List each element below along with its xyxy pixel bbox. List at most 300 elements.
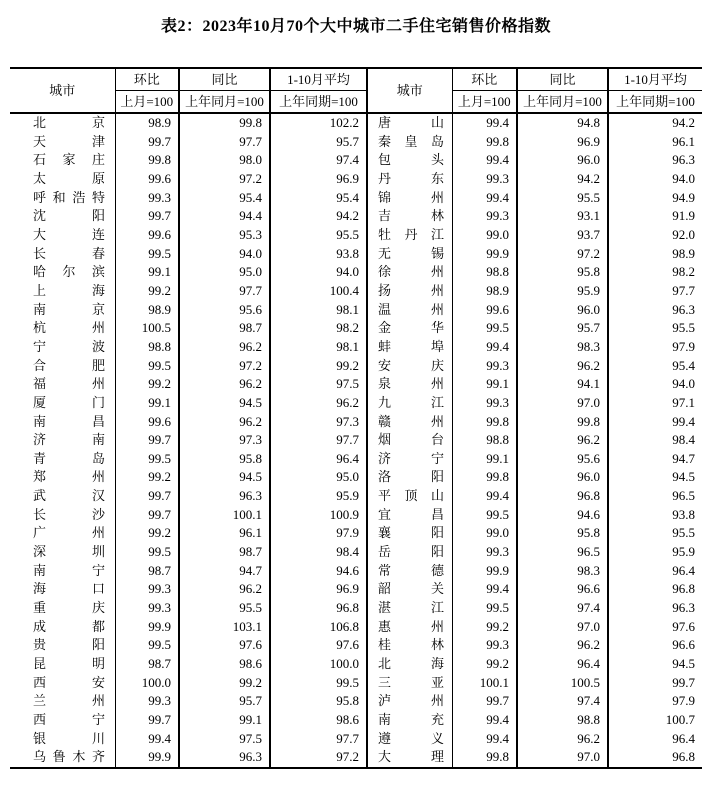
yoy-value-cell: 96.3	[179, 487, 270, 506]
city-name: 安庆	[378, 357, 444, 373]
avg-value-cell: 93.8	[270, 245, 367, 264]
yoy-value-cell: 95.5	[517, 189, 608, 208]
page-title: 表2：2023年10月70个大中城市二手住宅销售价格指数	[160, 18, 551, 35]
avg-value-cell: 94.0	[270, 263, 367, 282]
header-avg-base-right: 上年同期=100	[608, 91, 702, 114]
yoy-value-cell: 94.2	[517, 170, 608, 189]
yoy-value-cell: 96.2	[179, 580, 270, 599]
avg-value-cell: 96.4	[270, 450, 367, 469]
mom-value-cell: 99.3	[452, 357, 517, 376]
yoy-value-cell: 94.7	[179, 562, 270, 581]
yoy-value-cell: 100.1	[179, 506, 270, 525]
yoy-value-cell: 96.2	[517, 636, 608, 655]
avg-value-cell: 100.9	[270, 506, 367, 525]
avg-value-cell: 95.4	[608, 357, 702, 376]
city-name: 南充	[378, 712, 444, 727]
yoy-value-cell: 99.2	[179, 674, 270, 693]
table-row	[10, 468, 702, 487]
yoy-value-cell: 98.3	[517, 562, 608, 581]
mom-value-cell: 99.5	[452, 319, 517, 338]
city-name-cell	[10, 636, 115, 655]
mom-value-cell: 98.9	[452, 282, 517, 301]
yoy-value-cell: 97.3	[179, 431, 270, 450]
mom-value-cell: 99.5	[452, 599, 517, 618]
city-name-cell	[367, 357, 452, 376]
city-name: 包头	[378, 152, 444, 168]
price-index-table	[10, 67, 702, 769]
yoy-value-cell: 96.0	[517, 468, 608, 487]
mom-value-cell: 99.1	[115, 263, 179, 282]
city-name-cell	[10, 319, 115, 338]
city-name: 青岛	[33, 450, 105, 466]
yoy-value-cell: 96.2	[517, 357, 608, 376]
table-row	[10, 151, 702, 170]
mom-value-cell: 99.7	[115, 207, 179, 226]
yoy-value-cell: 96.2	[179, 375, 270, 394]
header-mom-base-right: 上月=100	[452, 91, 517, 114]
city-name-cell	[10, 133, 115, 152]
table-body	[10, 113, 702, 768]
mom-value-cell: 99.8	[452, 748, 517, 768]
yoy-value-cell: 97.2	[179, 170, 270, 189]
yoy-value-cell: 96.2	[517, 431, 608, 450]
header-yoy-base-right: 上年同月=100	[517, 91, 608, 114]
yoy-value-cell: 95.0	[179, 263, 270, 282]
city-name: 贵阳	[33, 637, 105, 653]
avg-value-cell: 96.9	[270, 580, 367, 599]
mom-value-cell: 99.8	[452, 413, 517, 432]
city-name-cell	[367, 133, 452, 152]
city-name: 湛江	[378, 600, 444, 616]
table-row	[10, 450, 702, 469]
avg-value-cell: 99.4	[608, 413, 702, 432]
yoy-value-cell: 93.1	[517, 207, 608, 226]
mom-value-cell: 98.9	[115, 113, 179, 133]
city-name: 宜昌	[378, 506, 444, 522]
yoy-value-cell: 96.0	[517, 301, 608, 320]
mom-value-cell: 99.5	[115, 245, 179, 264]
city-name: 南京	[33, 301, 105, 317]
table-row	[10, 133, 702, 152]
city-name: 南昌	[33, 413, 105, 429]
mom-value-cell: 99.0	[452, 524, 517, 543]
city-name-cell	[367, 636, 452, 655]
yoy-value-cell: 98.0	[179, 151, 270, 170]
table-row	[10, 113, 702, 133]
mom-value-cell: 99.7	[452, 692, 517, 711]
city-name-cell	[10, 748, 115, 768]
avg-value-cell: 97.6	[608, 618, 702, 637]
city-name-cell	[10, 674, 115, 693]
city-name-cell	[367, 580, 452, 599]
city-name: 常德	[378, 562, 444, 578]
avg-value-cell: 96.4	[608, 730, 702, 749]
city-name: 徐州	[378, 264, 444, 280]
yoy-value-cell: 93.7	[517, 226, 608, 245]
mom-value-cell: 99.7	[115, 133, 179, 152]
city-name-cell	[367, 674, 452, 693]
city-name: 北京	[33, 115, 105, 130]
avg-value-cell: 96.3	[608, 599, 702, 618]
header-avg-base-left: 上年同期=100	[270, 91, 367, 114]
mom-value-cell: 99.3	[115, 599, 179, 618]
avg-value-cell: 95.5	[608, 319, 702, 338]
city-name: 福州	[33, 376, 105, 392]
city-name-cell	[367, 487, 452, 506]
city-name: 成都	[33, 618, 105, 634]
city-name-cell	[10, 413, 115, 432]
table-row	[10, 730, 702, 749]
avg-value-cell: 94.0	[608, 375, 702, 394]
table-row	[10, 226, 702, 245]
yoy-value-cell: 96.4	[517, 655, 608, 674]
mom-value-cell: 99.8	[115, 151, 179, 170]
yoy-value-cell: 99.1	[179, 711, 270, 730]
avg-value-cell: 96.9	[270, 170, 367, 189]
yoy-value-cell: 99.8	[179, 113, 270, 133]
avg-value-cell: 100.7	[608, 711, 702, 730]
table-row	[10, 674, 702, 693]
avg-value-cell: 98.1	[270, 301, 367, 320]
avg-value-cell: 96.8	[608, 748, 702, 768]
mom-value-cell: 99.5	[115, 357, 179, 376]
city-name: 牡丹江	[378, 226, 444, 242]
city-name: 银川	[33, 730, 105, 746]
city-name: 惠州	[378, 618, 444, 634]
city-name-cell	[367, 301, 452, 320]
city-name: 深圳	[33, 544, 105, 560]
avg-value-cell: 106.8	[270, 618, 367, 637]
yoy-value-cell: 94.0	[179, 245, 270, 264]
table-row	[10, 338, 702, 357]
city-name-cell	[10, 245, 115, 264]
avg-value-cell: 93.8	[608, 506, 702, 525]
city-name-cell	[10, 692, 115, 711]
yoy-value-cell: 95.8	[517, 263, 608, 282]
mom-value-cell: 99.3	[452, 543, 517, 562]
yoy-value-cell: 96.6	[517, 580, 608, 599]
city-name-cell	[367, 711, 452, 730]
city-name: 北海	[378, 656, 444, 672]
table-row	[10, 580, 702, 599]
city-name: 济宁	[378, 450, 444, 466]
mom-value-cell: 99.9	[115, 748, 179, 768]
yoy-value-cell: 96.2	[179, 338, 270, 357]
mom-value-cell: 99.3	[452, 207, 517, 226]
avg-value-cell: 94.6	[270, 562, 367, 581]
yoy-value-cell: 97.7	[179, 282, 270, 301]
city-name: 赣州	[378, 413, 444, 429]
header-avg-left: 1-10月平均	[270, 68, 367, 91]
table-row	[10, 711, 702, 730]
yoy-value-cell: 97.0	[517, 618, 608, 637]
table-row	[10, 618, 702, 637]
city-name-cell	[10, 655, 115, 674]
avg-value-cell: 97.4	[270, 151, 367, 170]
city-name-cell	[10, 113, 115, 133]
yoy-value-cell: 95.7	[179, 692, 270, 711]
city-name-cell	[367, 692, 452, 711]
city-name-cell	[367, 730, 452, 749]
mom-value-cell: 99.3	[115, 189, 179, 208]
mom-value-cell: 99.6	[115, 170, 179, 189]
city-name-cell	[10, 357, 115, 376]
mom-value-cell: 99.2	[452, 618, 517, 637]
city-name: 温州	[378, 301, 444, 317]
city-name: 沈阳	[33, 208, 105, 224]
mom-value-cell: 99.3	[452, 636, 517, 655]
city-name: 桂林	[378, 637, 444, 653]
city-name: 昆明	[33, 656, 105, 672]
city-name: 宁波	[33, 338, 105, 354]
mom-value-cell: 99.5	[115, 450, 179, 469]
mom-value-cell: 99.9	[115, 618, 179, 637]
yoy-value-cell: 94.5	[179, 468, 270, 487]
avg-value-cell: 96.1	[608, 133, 702, 152]
city-name: 西宁	[33, 712, 105, 727]
yoy-value-cell: 94.4	[179, 207, 270, 226]
mom-value-cell: 99.4	[452, 730, 517, 749]
table-row	[10, 413, 702, 432]
city-name-cell	[10, 487, 115, 506]
yoy-value-cell: 95.6	[179, 301, 270, 320]
table-row	[10, 506, 702, 525]
city-name: 烟台	[378, 432, 444, 448]
city-name-cell	[367, 263, 452, 282]
avg-value-cell: 94.2	[270, 207, 367, 226]
city-name: 大理	[378, 749, 444, 765]
mom-value-cell: 99.7	[115, 431, 179, 450]
avg-value-cell: 95.8	[270, 692, 367, 711]
mom-value-cell: 99.6	[115, 413, 179, 432]
avg-value-cell: 98.6	[270, 711, 367, 730]
avg-value-cell: 97.7	[608, 282, 702, 301]
mom-value-cell: 99.1	[115, 394, 179, 413]
city-name: 丹东	[378, 170, 444, 186]
avg-value-cell: 97.2	[270, 748, 367, 768]
mom-value-cell: 99.2	[115, 524, 179, 543]
mom-value-cell: 99.4	[452, 580, 517, 599]
mom-value-cell: 99.2	[452, 655, 517, 674]
table-row	[10, 487, 702, 506]
city-name: 泸州	[378, 693, 444, 709]
mom-value-cell: 99.2	[115, 468, 179, 487]
avg-value-cell: 94.5	[608, 468, 702, 487]
mom-value-cell: 99.9	[452, 562, 517, 581]
city-name: 洛阳	[378, 469, 444, 485]
mom-value-cell: 99.6	[115, 226, 179, 245]
city-name: 杭州	[33, 320, 105, 336]
avg-value-cell: 100.4	[270, 282, 367, 301]
city-name-cell	[10, 170, 115, 189]
city-name-cell	[367, 618, 452, 637]
avg-value-cell: 97.9	[608, 692, 702, 711]
city-name-cell	[367, 207, 452, 226]
header-yoy-left: 同比	[179, 68, 270, 91]
yoy-value-cell: 97.6	[179, 636, 270, 655]
city-name-cell	[367, 506, 452, 525]
table-row	[10, 375, 702, 394]
city-name-cell	[367, 189, 452, 208]
avg-value-cell: 100.0	[270, 655, 367, 674]
avg-value-cell: 98.2	[608, 263, 702, 282]
avg-value-cell: 98.2	[270, 319, 367, 338]
city-name-cell	[10, 207, 115, 226]
yoy-value-cell: 95.4	[179, 189, 270, 208]
city-name-cell	[10, 338, 115, 357]
table-row	[10, 357, 702, 376]
city-name-cell	[367, 226, 452, 245]
city-name-cell	[367, 375, 452, 394]
city-name-cell	[10, 394, 115, 413]
city-name-cell	[10, 263, 115, 282]
avg-value-cell: 97.9	[270, 524, 367, 543]
mom-value-cell: 99.3	[452, 170, 517, 189]
table-row	[10, 692, 702, 711]
city-name-cell	[367, 655, 452, 674]
yoy-value-cell: 96.5	[517, 543, 608, 562]
city-name: 遵义	[378, 730, 444, 746]
city-name-cell	[10, 375, 115, 394]
yoy-value-cell: 96.0	[517, 151, 608, 170]
avg-value-cell: 94.7	[608, 450, 702, 469]
table-row	[10, 431, 702, 450]
mom-value-cell: 99.1	[452, 450, 517, 469]
city-name: 合肥	[33, 357, 105, 373]
mom-value-cell: 100.0	[115, 674, 179, 693]
mom-value-cell: 99.2	[115, 375, 179, 394]
yoy-value-cell: 98.3	[517, 338, 608, 357]
city-name: 蚌埠	[378, 338, 444, 354]
city-name-cell	[367, 748, 452, 768]
city-name: 金华	[378, 320, 444, 336]
city-name-cell	[10, 618, 115, 637]
header-city-right: 城市	[367, 68, 452, 113]
table-row	[10, 245, 702, 264]
yoy-value-cell: 96.2	[179, 413, 270, 432]
mom-value-cell: 99.8	[452, 468, 517, 487]
yoy-value-cell: 99.8	[517, 413, 608, 432]
yoy-value-cell: 94.8	[517, 113, 608, 133]
yoy-value-cell: 95.3	[179, 226, 270, 245]
header-city-left: 城市	[10, 68, 115, 113]
city-name: 襄阳	[378, 525, 444, 541]
city-name: 天津	[33, 133, 105, 149]
avg-value-cell: 94.9	[608, 189, 702, 208]
city-name: 岳阳	[378, 544, 444, 560]
mom-value-cell: 98.9	[115, 301, 179, 320]
yoy-value-cell: 103.1	[179, 618, 270, 637]
avg-value-cell: 91.9	[608, 207, 702, 226]
avg-value-cell: 98.9	[608, 245, 702, 264]
city-name-cell	[10, 562, 115, 581]
mom-value-cell: 99.4	[452, 189, 517, 208]
city-name: 秦皇岛	[378, 133, 444, 149]
mom-value-cell: 99.7	[115, 487, 179, 506]
avg-value-cell: 97.7	[270, 730, 367, 749]
mom-value-cell: 99.0	[452, 226, 517, 245]
city-name: 海口	[33, 581, 105, 597]
city-name-cell	[10, 151, 115, 170]
yoy-value-cell: 96.2	[517, 730, 608, 749]
avg-value-cell: 95.5	[270, 226, 367, 245]
mom-value-cell: 99.4	[452, 113, 517, 133]
city-name: 广州	[33, 525, 105, 541]
city-name-cell	[10, 226, 115, 245]
yoy-value-cell: 94.5	[179, 394, 270, 413]
mom-value-cell: 99.5	[115, 636, 179, 655]
city-name: 泉州	[378, 376, 444, 392]
avg-value-cell: 97.6	[270, 636, 367, 655]
mom-value-cell: 100.1	[452, 674, 517, 693]
avg-value-cell: 96.6	[608, 636, 702, 655]
mom-value-cell: 99.7	[115, 711, 179, 730]
city-name-cell	[367, 113, 452, 133]
mom-value-cell: 99.4	[115, 730, 179, 749]
avg-value-cell: 97.9	[608, 338, 702, 357]
yoy-value-cell: 95.8	[517, 524, 608, 543]
city-name: 九江	[378, 394, 444, 410]
mom-value-cell: 98.7	[115, 655, 179, 674]
avg-value-cell: 97.3	[270, 413, 367, 432]
city-name-cell	[367, 468, 452, 487]
mom-value-cell: 99.2	[115, 282, 179, 301]
city-name-cell	[10, 524, 115, 543]
avg-value-cell: 96.8	[608, 580, 702, 599]
city-name-cell	[10, 543, 115, 562]
city-name-cell	[367, 170, 452, 189]
yoy-value-cell: 98.7	[179, 319, 270, 338]
avg-value-cell: 96.8	[270, 599, 367, 618]
table-row	[10, 282, 702, 301]
city-name-cell	[367, 319, 452, 338]
yoy-value-cell: 98.7	[179, 543, 270, 562]
mom-value-cell: 99.9	[452, 245, 517, 264]
table-row	[10, 599, 702, 618]
city-name: 厦门	[33, 394, 105, 410]
header-mom-left: 环比	[115, 68, 179, 91]
city-name: 南宁	[33, 562, 105, 578]
table-row	[10, 170, 702, 189]
avg-value-cell: 95.4	[270, 189, 367, 208]
table-row	[10, 748, 702, 768]
yoy-value-cell: 94.6	[517, 506, 608, 525]
city-name-cell	[367, 394, 452, 413]
header-yoy-base-left: 上年同月=100	[179, 91, 270, 114]
table-row	[10, 189, 702, 208]
avg-value-cell: 96.4	[608, 562, 702, 581]
yoy-value-cell: 97.4	[517, 692, 608, 711]
city-name-cell	[367, 562, 452, 581]
header-mom-right: 环比	[452, 68, 517, 91]
city-name: 济南	[33, 432, 105, 448]
mom-value-cell: 98.8	[115, 338, 179, 357]
yoy-value-cell: 97.5	[179, 730, 270, 749]
avg-value-cell: 98.4	[608, 431, 702, 450]
mom-value-cell: 99.7	[115, 506, 179, 525]
avg-value-cell: 94.0	[608, 170, 702, 189]
city-name: 石家庄	[33, 152, 105, 168]
mom-value-cell: 99.3	[115, 580, 179, 599]
table-row	[10, 543, 702, 562]
city-name-cell	[10, 730, 115, 749]
mom-value-cell: 99.8	[452, 133, 517, 152]
table-row	[10, 562, 702, 581]
city-name-cell	[367, 450, 452, 469]
city-name: 哈尔滨	[33, 264, 105, 280]
yoy-value-cell: 98.6	[179, 655, 270, 674]
city-name: 兰州	[33, 693, 105, 709]
